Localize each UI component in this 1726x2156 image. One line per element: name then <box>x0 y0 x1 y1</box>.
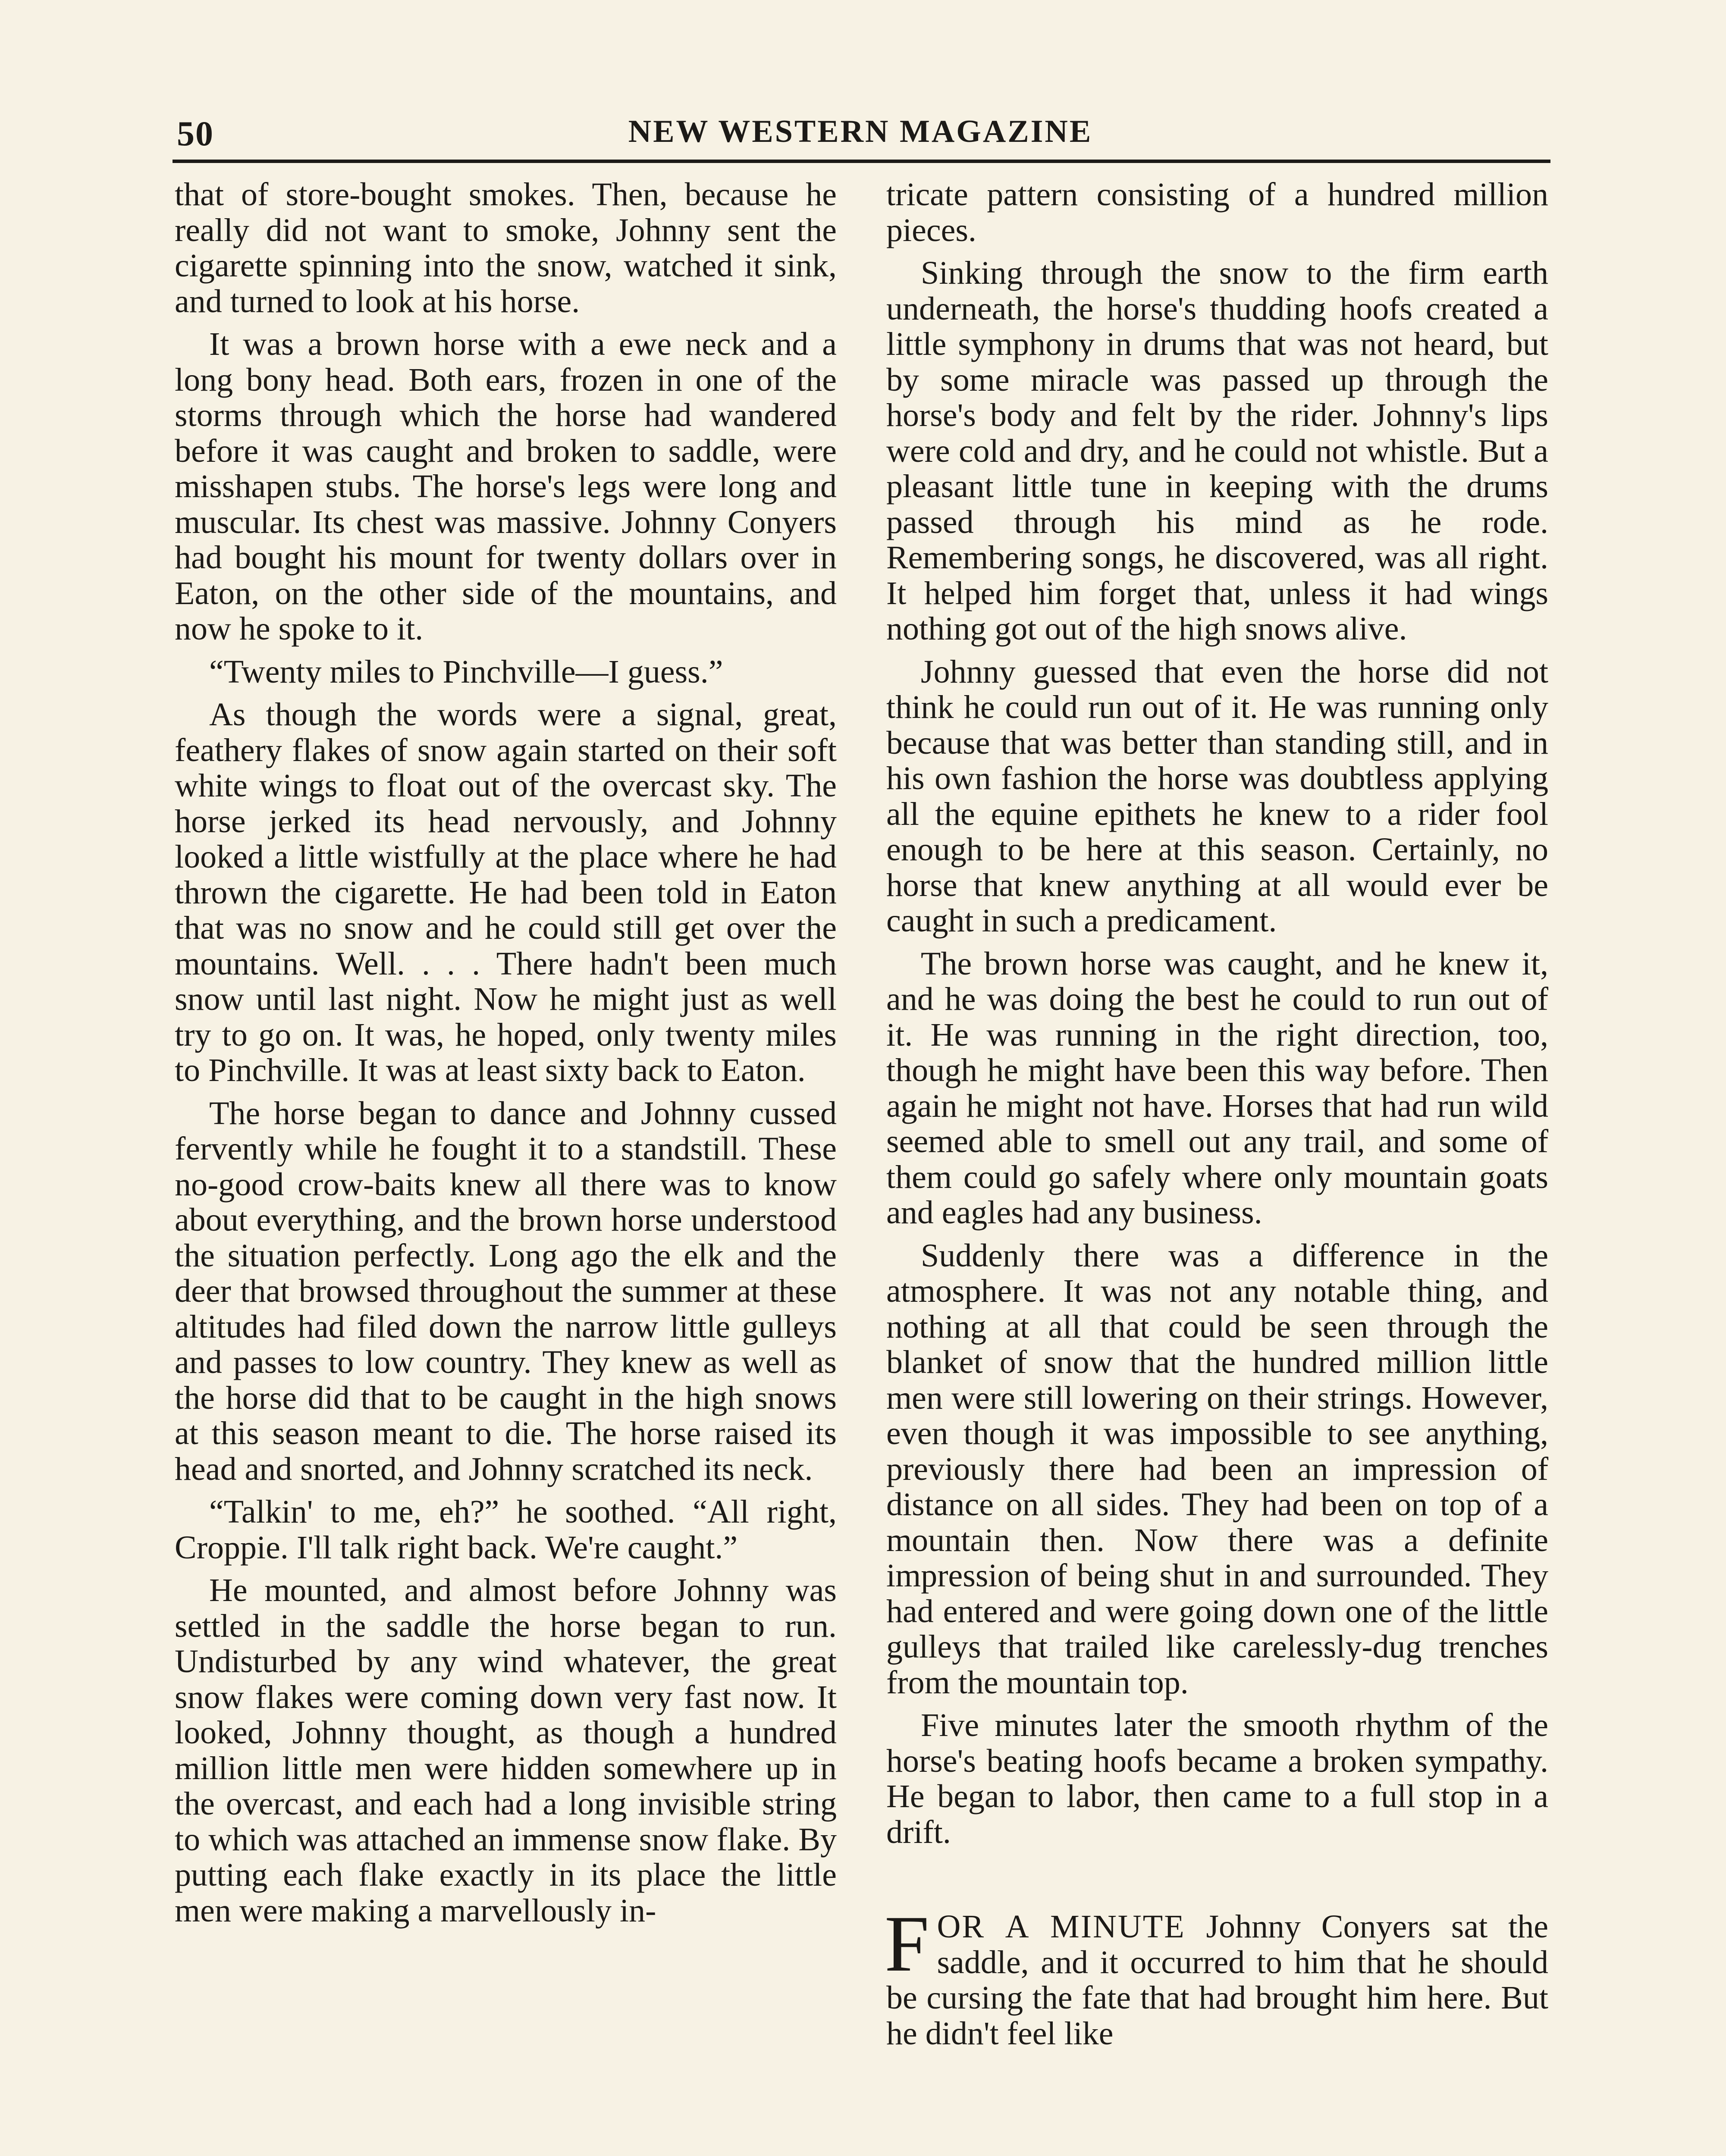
paragraph: Suddenly there was a difference in the atmosphere. It was not any notable thing, and nothing at all that could be seen through the blanket of snow that the hundred million little men were still lowering on their strings. However, even though it was impossible to see anything, previously there had been an impression of distance on all sides. They had been on top of a mountain then. Now there was a definite impression of being shut in and surrounded. They had entered and were going down one of the little gulleys that trailed like carelessly-dug trenches from the mountain top. <box>886 1237 1548 1701</box>
paragraph: “Talkin' to me, eh?” he soothed. “All right, Croppie. I'll talk right back. We're caught.” <box>175 1494 837 1566</box>
paragraph: It was a brown horse with a ewe neck and a long bony head. Both ears, frozen in one of the storms through which the horse had wandered before it was caught and broken to saddle, were misshapen stubs. The horse's legs were long and muscular. Its chest was massive. Johnny Conyers had bought his mount for twenty dollars over in Eaton, on the other side of the mountains, and now he spoke to it. <box>175 326 837 647</box>
section-opening-paragraph <box>885 1899 1549 2052</box>
paragraph: Sinking through the snow to the firm earth underneath, the horse's thudding hoofs created a little symphony in drums that was not heard, but by some miracle was passed up through the horse's body and felt by the rider. Johnny's lips were cold and dry, and he could not whistle. But a pleasant little tune in keeping with the drums passed through his mind as he rode. Remembering songs, he discovered, was all right. It helped him forget that, unless it had wings nothing got out of the high snows alive. <box>886 255 1548 647</box>
paragraph: Johnny guessed that even the horse did not think he could run out of it. He was running only because that was better than standing still, and in his own fashion the horse was doubtless applying all the equine epithets he knew to a rider fool enough to be here at this season. Certainly, no horse that knew anything at all would ever be caught in such a predicament. <box>886 653 1548 939</box>
section-opening-text: Johnny Conyers sat the saddle, and it occurred to him that he should be cursing the fate that had brought him here. But he didn't feel like <box>886 1908 1549 2052</box>
paragraph: As though the words were a signal, great, feathery flakes of snow again started on their soft white wings to float out of the overcast sky. The horse jerked its head nervously, and Johnny looked a little wistfully at the place where he had thrown the cigarette. He had been told in Eaton that was no snow and he could still get over the mountains. Well. . . . There hadn't been much snow until last night. Now he might just as well try to go on. It was, he hoped, only twenty miles to Pinchville. It was at least sixty back to Eaton. <box>175 696 837 1088</box>
page-number: 50 <box>177 114 214 153</box>
section-break <box>886 1857 1548 1909</box>
left-column <box>175 177 837 1936</box>
drop-cap: F <box>885 1899 929 1988</box>
paragraph: that of store-bought smokes. Then, because he really did not want to smoke, Johnny sent the cigarette spinning into the snow, watched it sink, and turned to look at his horse. <box>175 176 837 320</box>
paragraph: He mounted, and almost before Johnny was settled in the saddle the horse began to run. Undisturbed by any wind whatever, the great snow flakes were coming down very fast now. It looked, Johnny thought, as though a hundred million little men were hidden somewhere up in the overcast, and each had a long invisible string to which was attached an immense snow flake. By putting each flake exactly in its place the little men were making a marvellously in- <box>175 1572 837 1929</box>
lead-in-text: OR A MINUTE <box>937 1908 1186 1945</box>
paragraph: The horse began to dance and Johnny cussed fervently while he fought it to a standstill. These no-good crow-baits knew all there was to know about everything, and the brown horse understood the situation perfectly. Long ago the elk and the deer that browsed throughout the summer at these altitudes had filed down the narrow little gulleys and passes to low country. They knew as well as the horse did that to be caught in the high snows at this season meant to die. The horse raised its head and snorted, and Johnny scratched its neck. <box>175 1095 837 1487</box>
paragraph: tricate pattern consisting of a hundred million pieces. <box>886 176 1548 248</box>
right-column <box>886 177 1548 2059</box>
paragraph: Five minutes later the smooth rhythm of the horse's beating hoofs became a broken sympathy. He began to labor, then came to a full stop in a drift. <box>886 1707 1548 1850</box>
paragraph: “Twenty miles to Pinchville—I guess.” <box>209 653 723 690</box>
magazine-title: NEW WESTERN MAGAZINE <box>628 114 1093 149</box>
header-rule <box>173 160 1550 163</box>
paragraph: The brown horse was caught, and he knew it, and he was doing the best he could to run out of it. He was running in the right direction, too, though he might have been this way before. Then again he might not have. Horses that had run wild seemed able to smell out any trail, and some of them could go safely where only mountain goats and eagles had any business. <box>886 945 1548 1231</box>
page-header <box>173 110 1548 162</box>
